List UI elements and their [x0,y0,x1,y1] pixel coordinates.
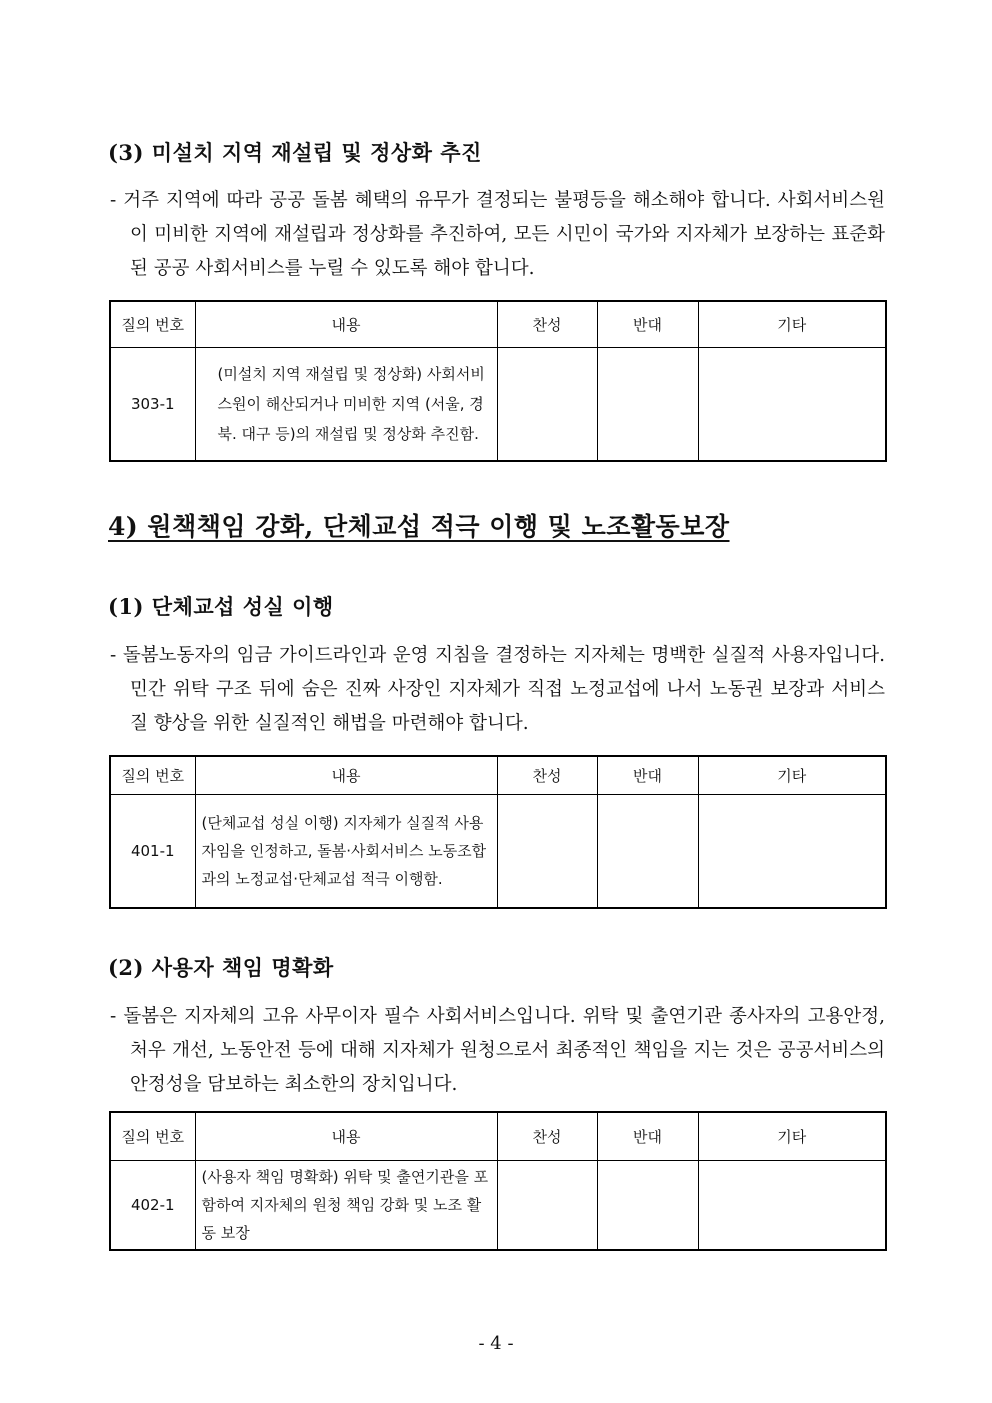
other-cell[interactable] [698,1160,886,1250]
header-disagree: 반대 [597,301,698,347]
other-cell[interactable] [698,347,886,461]
subsection-heading-2: (2) 사용자 책임 명확화 [108,955,334,980]
table-row [110,347,886,461]
header-content: 내용 [195,1112,497,1160]
header-number: 질의 번호 [110,301,195,347]
header-content: 내용 [195,301,497,347]
agree-cell[interactable] [497,1160,597,1250]
vote-table-401 [109,755,887,909]
row-content: (미설치 지역 재설립 및 정상화) 사회서비스원이 해산되거나 미비한 지역 (서울, 경북. 대구 등)의 재설립 및 정상화 추진함. [195,347,497,461]
header-other: 기타 [698,756,886,794]
header-other: 기타 [698,1112,886,1160]
subsection-heading-3: (3) 미설치 지역 재설립 및 정상화 추진 [108,140,482,165]
vote-table-402 [109,1111,887,1251]
subsection-heading-1: (1) 단체교섭 성실 이행 [108,594,334,619]
header-content: 내용 [195,756,497,794]
table-header-row [110,756,886,794]
subsection-paragraph-1: - 돌봄노동자의 임금 가이드라인과 운영 지침을 결정하는 지자체는 명백한 실질적 사용자입니다. 민간 위탁 구조 뒤에 숨은 진짜 사장인 지자체가 직접 노정교섭에 나서 노동권 보장과 서비스 질 향상을 위한 실질적인 해법을 마련해야 합니다. [110,645,885,734]
row-content: (단체교섭 성실 이행) 지자체가 실질적 사용자임을 인정하고, 돌봄·사회서비스 노동조합과의 노정교섭·단체교섭 적극 이행함. [195,794,497,908]
table-header-row [110,1112,886,1160]
row-number: 402-1 [110,1160,195,1250]
header-number: 질의 번호 [110,1112,195,1160]
page-number: - 4 - [478,1333,514,1354]
header-number: 질의 번호 [110,756,195,794]
agree-cell[interactable] [497,347,597,461]
agree-cell[interactable] [497,794,597,908]
header-agree: 찬성 [497,1112,597,1160]
subsection-paragraph-3: - 거주 지역에 따라 공공 돌봄 혜택의 유무가 결정되는 불평등을 해소해야 합니다. 사회서비스원이 미비한 지역에 재설립과 정상화를 추진하여, 모든 시민이 국가와 지자체가 보장하는 표준화된 공공 사회서비스를 누릴 수 있도록 해야 합니다. [110,190,885,279]
header-other: 기타 [698,301,886,347]
row-number: 303-1 [110,347,195,461]
table-header-row [110,301,886,347]
subsection-paragraph-2: - 돌봄은 지자체의 고유 사무이자 필수 사회서비스입니다. 위탁 및 출연기관 종사자의 고용안정, 처우 개선, 노동안전 등에 대해 지자체가 원청으로서 최종적인 책임을 지는 것은 공공서비스의 안정성을 담보하는 최소한의 장치입니다. [110,1006,885,1095]
header-disagree: 반대 [597,756,698,794]
header-agree: 찬성 [497,756,597,794]
header-agree: 찬성 [497,301,597,347]
row-number: 401-1 [110,794,195,908]
table-row [110,794,886,908]
other-cell[interactable] [698,794,886,908]
disagree-cell[interactable] [597,1160,698,1250]
header-disagree: 반대 [597,1112,698,1160]
section-title-4: 4) 원책책임 강화, 단체교섭 적극 이행 및 노조활동보장 [108,512,730,541]
disagree-cell[interactable] [597,347,698,461]
vote-table-303 [109,300,887,462]
table-row [110,1160,886,1250]
disagree-cell[interactable] [597,794,698,908]
row-content: (사용자 책임 명확화) 위탁 및 출연기관을 포함하여 지자체의 원청 책임 강화 및 노조 활동 보장 [195,1160,497,1250]
